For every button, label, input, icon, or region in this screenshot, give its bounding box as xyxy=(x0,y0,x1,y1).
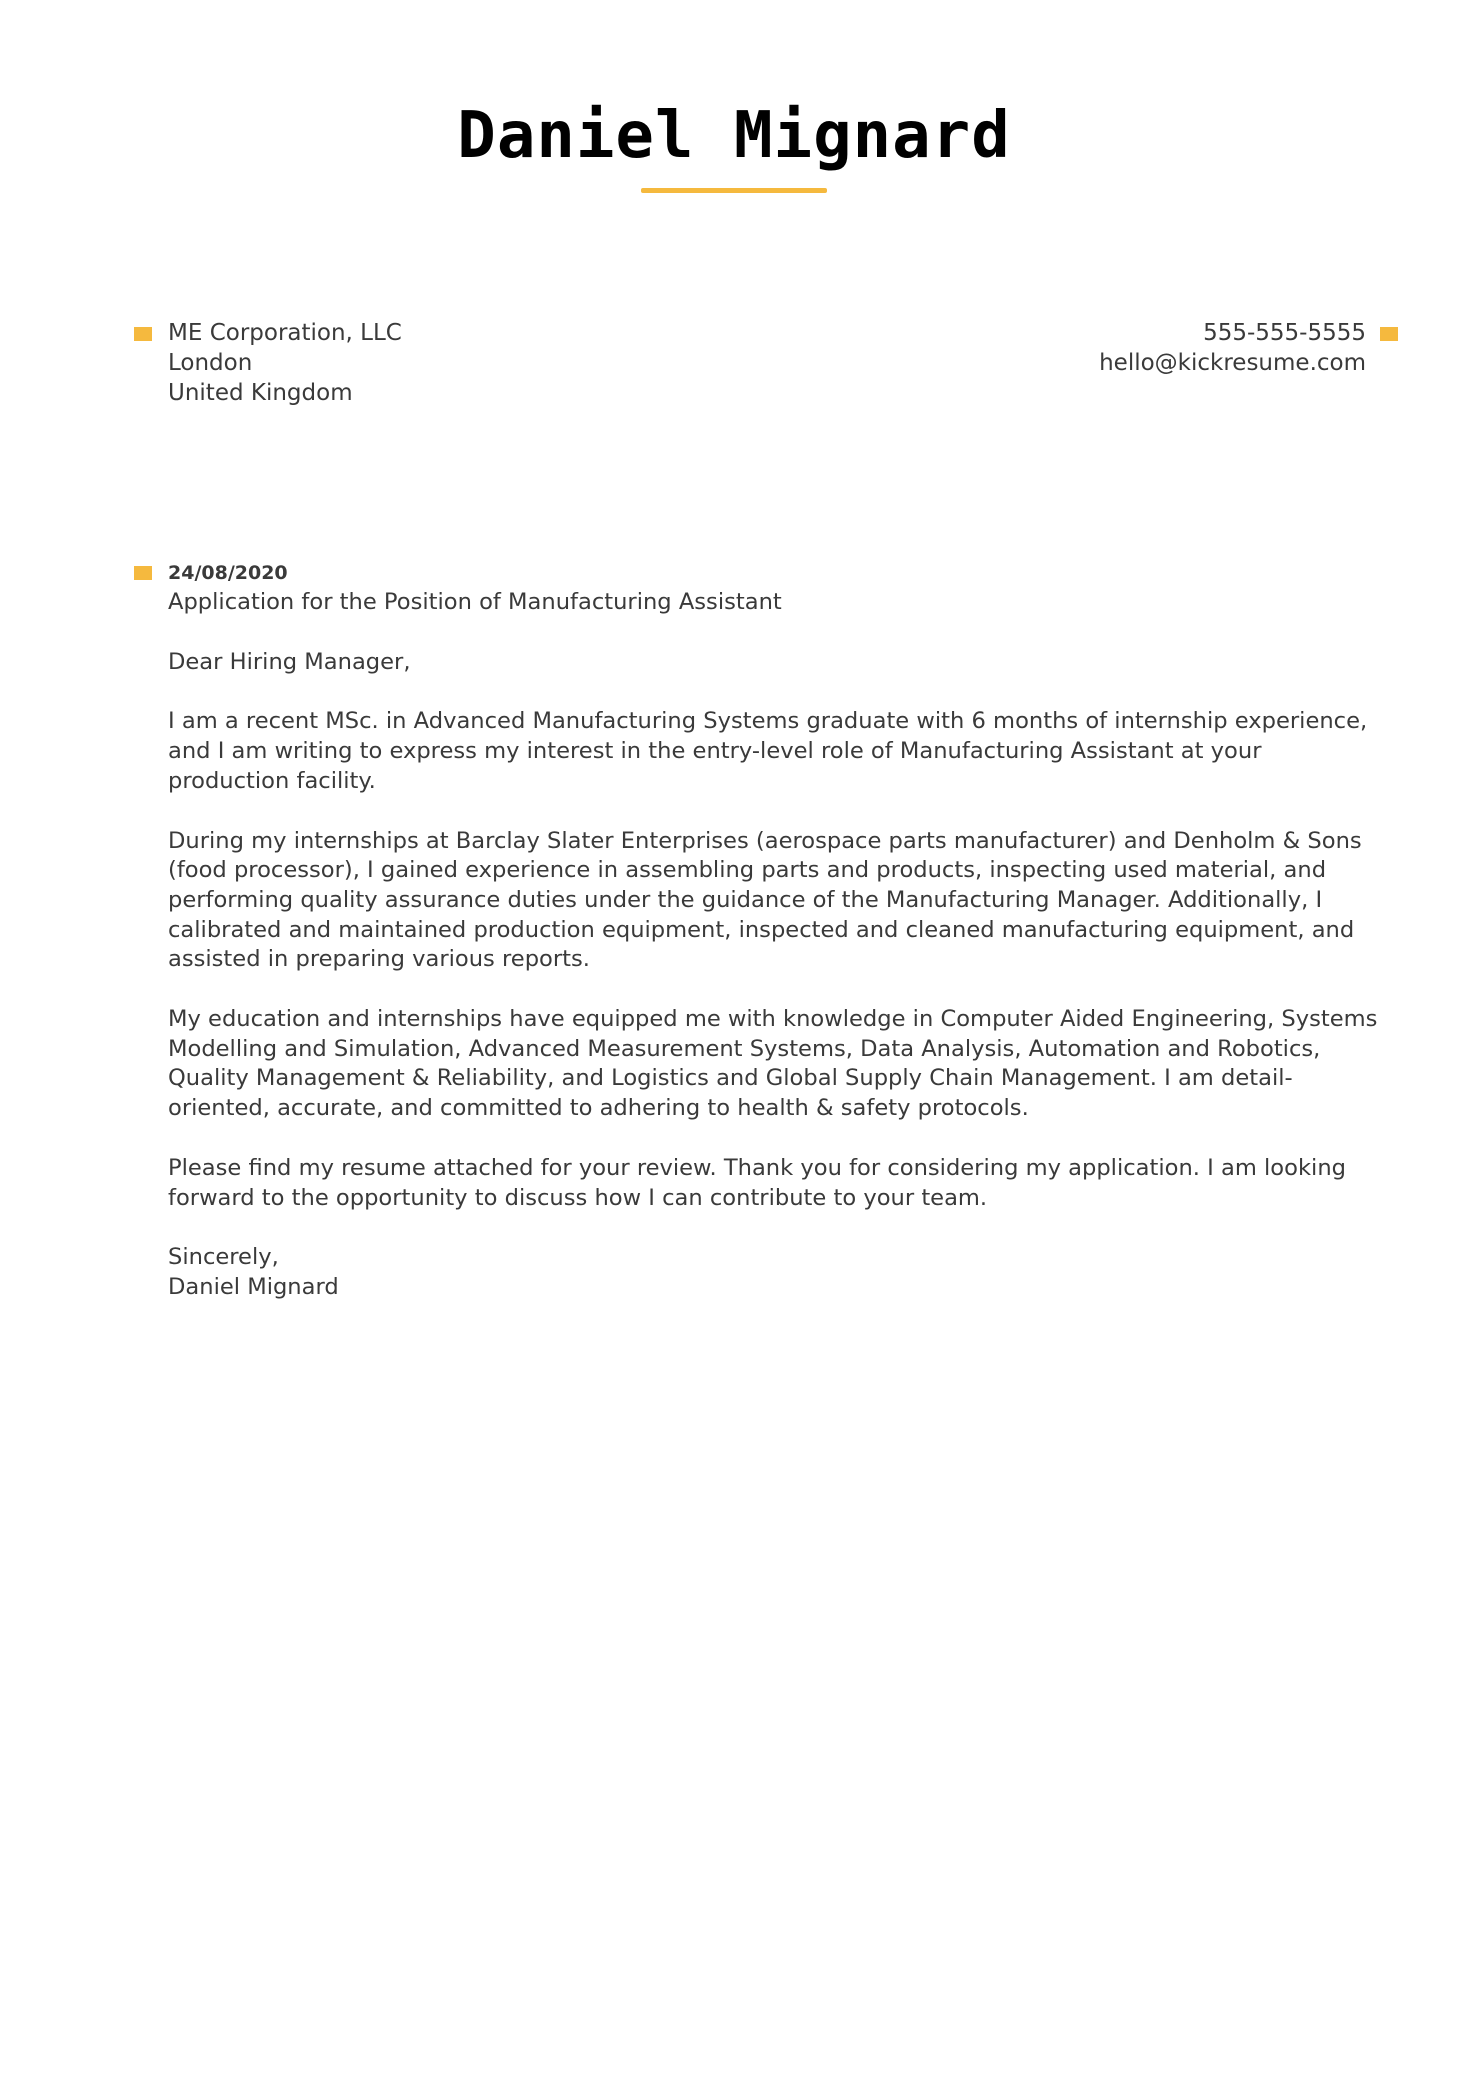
sender-phone: 555-555-5555 xyxy=(1203,320,1366,346)
contact-marker-icon xyxy=(1380,327,1398,341)
letter-greeting: Dear Hiring Manager, xyxy=(168,648,411,675)
sender-contact xyxy=(1099,318,1366,378)
letter-header xyxy=(0,96,1468,193)
recipient-city: London xyxy=(168,350,253,376)
recipient-address xyxy=(168,318,402,408)
letter-subject: Application for the Position of Manufacturing Assistant xyxy=(168,589,782,615)
letter-paragraph-2: During my internships at Barclay Slater Enterprises (aerospace parts manufacturer) and Denholm & Sons (food processor), I gained experience in assembling parts and products, inspecting used material, and performing quality assurance duties under the guidance of the Manufacturing Manager. Additionally, I calibrated and maintained production equipment, inspected and cleaned manufacturing equipment, and assisted in preparing various reports. xyxy=(168,827,1362,973)
recipient-marker-icon xyxy=(134,327,152,341)
recipient-country: United Kingdom xyxy=(168,380,353,406)
sender-email: hello@kickresume.com xyxy=(1099,350,1366,376)
recipient-company: ME Corporation, LLC xyxy=(168,320,402,346)
letter-signature: Daniel Mignard xyxy=(168,1273,339,1300)
letter-closing: Sincerely, xyxy=(168,1244,279,1271)
sender-name: Daniel Mignard xyxy=(457,99,1011,173)
letter-body xyxy=(168,558,1378,1303)
date-marker-icon xyxy=(134,566,152,580)
letter-paragraph-4: Please find my resume attached for your review. Thank you for considering my application. I am looking forward to the opportunity to discuss how I can contribute to your team. xyxy=(168,1154,1346,1211)
letter-date: 24/08/2020 xyxy=(168,562,288,584)
name-underline xyxy=(641,188,827,193)
letter-paragraph-1: I am a recent MSc. in Advanced Manufacturing Systems graduate with 6 months of internship experience, and I am writing to express my interest in the entry-level role of Manufacturing Assistant at your production facility. xyxy=(168,708,1368,794)
letter-paragraph-3: My education and internships have equipped me with knowledge in Computer Aided Engineering, Systems Modelling and Simulation, Advanced Measurement Systems, Data Analysis, Automation and Robotics, Quality Management & Reliability, and Logistics and Global Supply Chain Management. I am detail-oriented, accurate, and committed to adhering to health & safety protocols. xyxy=(168,1006,1378,1122)
letter-closing-block xyxy=(168,1243,1378,1302)
